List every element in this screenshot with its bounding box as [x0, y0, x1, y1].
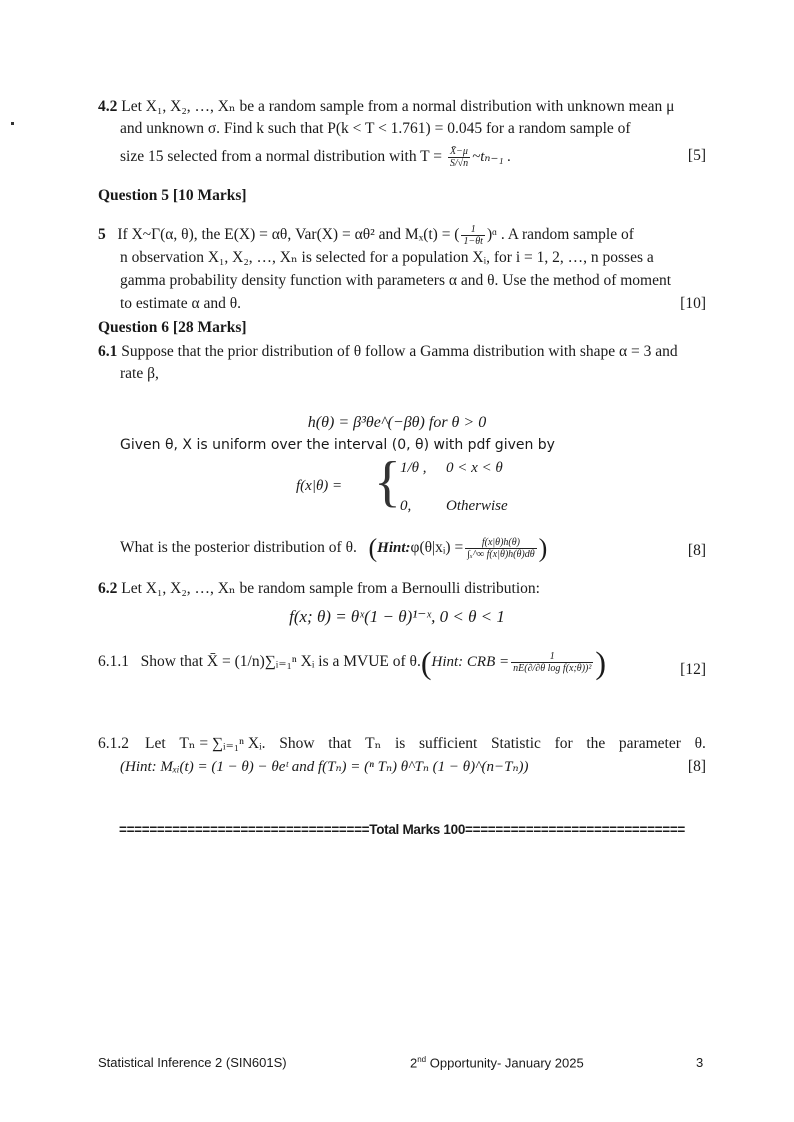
word: the — [586, 735, 606, 752]
word: Show — [279, 735, 315, 752]
q6-1-marks: [8] — [687, 542, 706, 559]
case2-value: 0, — [400, 498, 412, 514]
frac-den: S/√n — [449, 158, 469, 169]
pdf-piecewise — [296, 451, 516, 518]
q6-1-2-text — [145, 734, 706, 754]
q6-1-2-marks: [8] — [687, 758, 706, 775]
q4-2-text3: size 15 selected from a normal distribution with T = — [120, 148, 442, 166]
q6-1-1: 6.1.1 Show that X̄ = (1/n)∑ᵢ₌₁ⁿ Xᵢ is a MVUE of θ.(Hint: CRB = $\frac{1}{\text{nE(∂/∂θ log f(x;θ))²}}$ ) — [98, 644, 607, 681]
prior-equation: h(θ) = β³θe^(−βθ) for θ > 0 — [307, 414, 487, 431]
q6-1-number: 6.1 — [98, 343, 118, 360]
q6-1-1-text: Show that X̄ = (1/n)∑ᵢ₌₁ⁿ Xᵢ is a MVUE of θ. — [140, 653, 421, 671]
opp-rest: Opportunity- January 2025 — [426, 1055, 584, 1071]
mgf-fraction — [461, 224, 484, 247]
q6-2-line1 — [98, 579, 540, 599]
q6-1-line1 — [98, 342, 678, 362]
q4-2-line3 — [120, 146, 511, 169]
q5-marks: [10] — [680, 295, 706, 312]
frac-num: X̄−μ — [448, 146, 470, 158]
word: for — [554, 735, 573, 752]
q4-2-text: Let X₁, X₂, …, Xₙ be a random sample from a normal distribution with unknown mean μ — [121, 98, 675, 115]
q4-2-marks: [5] — [687, 147, 706, 164]
q6-1-text: Suppose that the prior distribution of θ follow a Gamma distribution with shape α = 3 and — [121, 343, 678, 360]
q5-line1 — [98, 224, 634, 247]
q6-heading: Question 6 [28 Marks] — [98, 319, 247, 336]
q5-line4: to estimate α and θ. — [120, 295, 242, 312]
q6-1-2-hint: (Hint: Mₓᵢ(t) = (1 − θ) − θeᵗ and f(Tₙ) = (ⁿ Tₙ) θ^Tₙ (1 − θ)^(n−Tₙ)) — [120, 759, 529, 775]
total-marks-line: =================================Total Marks 100============================= — [119, 822, 685, 837]
q4-2-number: 4.2 — [98, 98, 118, 115]
opp-num: 2 — [410, 1055, 418, 1071]
crb-fraction — [511, 651, 593, 674]
frac-num: 1 — [511, 651, 593, 663]
word: Statistic — [490, 735, 541, 752]
q5-text1b: )ᵅ . A random sample of — [486, 226, 634, 244]
frac-num: 1 — [461, 224, 484, 236]
q6-1-1-marks: [12] — [680, 661, 706, 678]
frac-den: nE(∂/∂θ log f(x;θ))² — [513, 663, 592, 674]
footer-opportunity — [410, 1055, 584, 1070]
q5-line3: gamma probability density function with parameters α and θ. Use the method of moment — [120, 272, 672, 289]
q6-2-number: 6.2 — [98, 580, 118, 597]
q6-1-1-number: 6.1.1 — [98, 653, 129, 671]
q6-1-2-number: 6.1.2 — [98, 735, 129, 752]
t-statistic-fraction — [448, 146, 470, 169]
opp-sup: nd — [417, 1055, 427, 1064]
hint-label: Hint: — [377, 540, 411, 557]
case1-condition: 0 < x < θ — [446, 460, 503, 476]
word: sufficient — [419, 735, 478, 752]
q4-2-line2: and unknown σ. Find k such that P(k < T < 1.761) = 0.045 for a random sample of — [120, 120, 631, 137]
case1-value: 1/θ , — [400, 460, 427, 476]
q4-2-line1 — [98, 97, 674, 117]
pdf-lhs: f(x|θ) = — [296, 478, 343, 494]
hint-lhs: φ(θ|xᵢ) = — [410, 539, 464, 557]
case2-condition: Otherwise — [446, 498, 508, 514]
t-dist: ~tₙ₋₁ . — [472, 149, 512, 166]
q6-2-text: Let X₁, X₂, …, Xₙ be random sample from a Bernoulli distribution: — [121, 580, 540, 597]
posterior-question: What is the posterior distribution of θ. (Hint:φ(θ|xᵢ) = $\frac{f(x|\theta)h(\theta)}{\text{∫ₓ\textasciicircum{}∞ f(x|θ)h(θ)dθ}}$ ) — [120, 533, 548, 563]
crb-hint: Hint: CRB = — [431, 654, 510, 671]
given-text: Given θ, X is uniform over the interval (0, θ) with pdf given by — [120, 437, 555, 453]
word: Tₙ — [365, 735, 382, 752]
bernoulli-pmf: f(x; θ) = θˣ(1 − θ)¹⁻ˣ, 0 < θ < 1 — [289, 607, 505, 626]
word: parameter — [618, 735, 681, 752]
q6-1-2-line1 — [98, 734, 129, 754]
scan-mark — [11, 122, 14, 125]
q5-line2: n observation X₁, X₂, …, Xₙ is selected for a population Xᵢ, for i = 1, 2, …, n posses a — [120, 249, 654, 266]
brace: { — [374, 451, 401, 513]
frac-den: ∫ₓ^∞ f(x|θ)h(θ)dθ — [467, 549, 535, 560]
q5-number: 5 — [98, 226, 106, 244]
word: is — [394, 735, 406, 752]
posterior-fraction — [465, 537, 536, 560]
word: Let — [145, 735, 166, 752]
word: θ. — [694, 735, 706, 752]
q6-1-line2: rate β, — [120, 365, 159, 382]
frac-den: 1−θt — [463, 236, 483, 247]
q5-heading: Question 5 [10 Marks] — [98, 187, 247, 204]
footer-course: Statistical Inference 2 (SIN601S) — [98, 1055, 287, 1070]
word: that — [328, 735, 352, 752]
word: Tₙ = ∑ᵢ₌₁ⁿ Xᵢ. — [179, 735, 266, 752]
frac-num: f(x|θ)h(θ) — [465, 537, 536, 549]
page-number: 3 — [696, 1055, 704, 1070]
q5-text1: If X~Γ(α, θ), the E(X) = αθ, Var(X) = αθ² and Mₓ(t) = ( — [117, 226, 460, 244]
question-text: What is the posterior distribution of θ. — [120, 539, 357, 557]
